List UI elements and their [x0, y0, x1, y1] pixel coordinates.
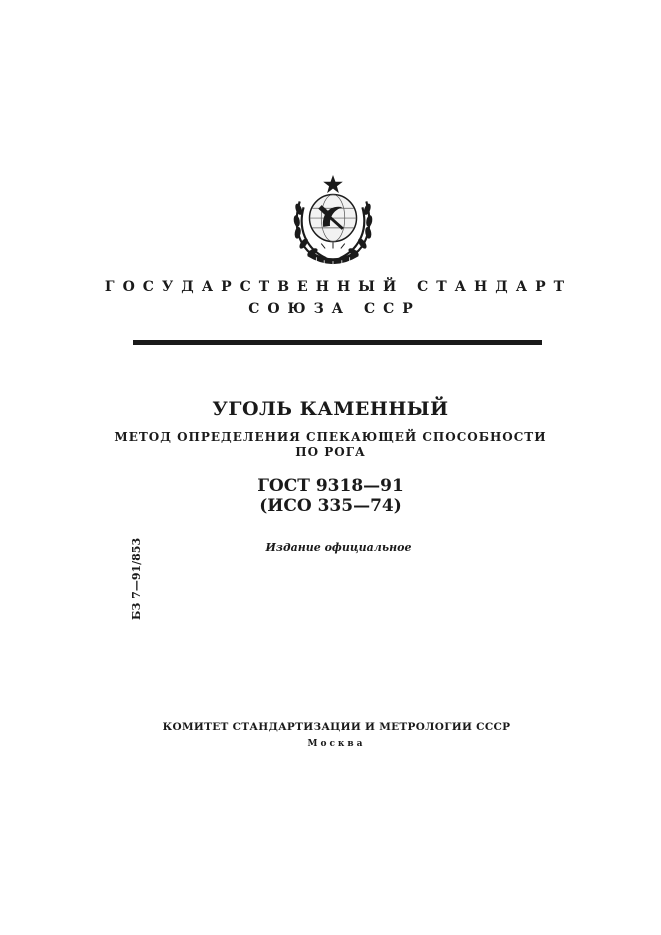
document-subtitle [0, 430, 661, 460]
header-divider [133, 340, 542, 345]
side-catalog-mark: БЗ 7—91/853 [130, 537, 143, 620]
state-emblem-icon [284, 172, 382, 270]
subtitle-line1: МЕТОД ОПРЕДЕЛЕНИЯ СПЕКАЮЩЕЙ СПОСОБНОСТИ [114, 430, 547, 444]
publisher-committee: КОМИТЕТ СТАНДАРТИЗАЦИИ И МЕТРОЛОГИИ СССР [162, 721, 511, 733]
document-title: УГОЛЬ КАМЕННЫЙ [212, 398, 449, 420]
subtitle-line2: ПО РОГА [295, 445, 366, 459]
edition-label: Издание официальное [265, 541, 412, 554]
publisher-city: Москва [307, 739, 366, 749]
gost-code: ГОСТ 9318—91 [257, 476, 404, 496]
standard-header-line2: СОЮЗА ССР [248, 301, 421, 317]
standard-header-line1: ГОСУДАРСТВЕННЫЙ СТАНДАРТ [104, 279, 573, 295]
iso-code: (ИСО 335—74) [259, 496, 402, 516]
